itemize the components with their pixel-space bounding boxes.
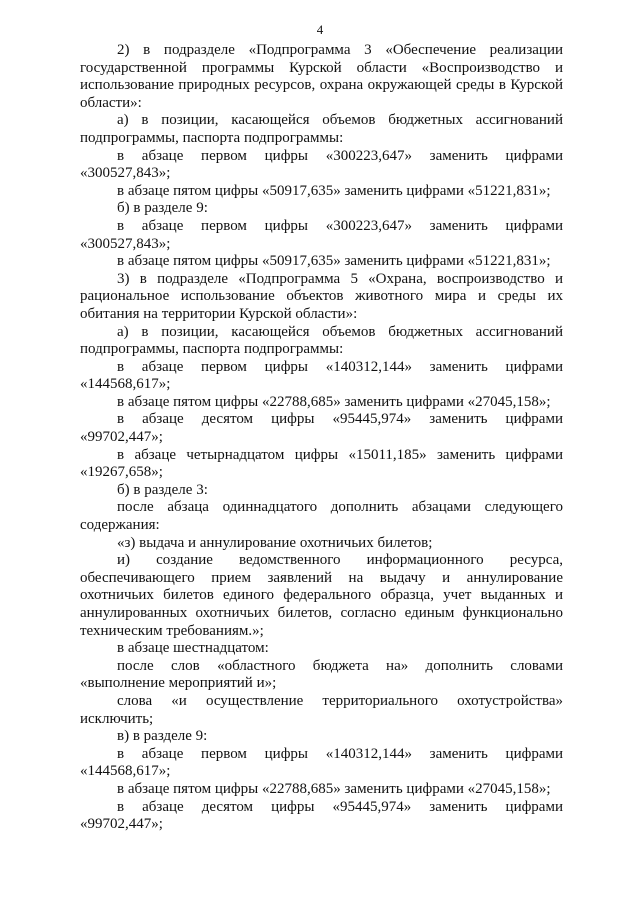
paragraph-quoted-i: и) создание ведомственного информационного ресурса, обеспечивающего прием заявлений на выдачу и аннулирование охотничьих билетов единого федерального образца, учет выданных и аннулированных охотничьих билетов, согласно единым функционально техническим требованиям.»; (80, 552, 563, 639)
paragraph-amendment: в абзаце первом цифры «140312,144» заменить цифрами «144568,617»; (80, 358, 563, 393)
paragraph-quoted-z: «з) выдача и аннулирование охотничьих билетов; (117, 534, 433, 551)
document-body (80, 42, 563, 834)
paragraph-item-v-section-9: в) в разделе 9: (117, 728, 208, 745)
paragraph-amendment: в абзаце первом цифры «300223,647» заменить цифрами «300527,843»; (80, 217, 563, 252)
paragraph-item-b-section-9: б) в разделе 9: (117, 200, 208, 217)
paragraph-sixteenth-abzac: в абзаце шестнадцатом: (117, 640, 269, 657)
paragraph-addition: после абзаца одиннадцатого дополнить абзацами следующего содержания: (80, 499, 563, 534)
paragraph-subsection-3: 2) в подразделе «Подпрограмма 3 «Обеспечение реализации государственной программы Курской области «Воспроизводство и использование природных ресурсов, охрана окружающей среды в Курской области»: (80, 42, 563, 111)
page-number: 4 (316, 22, 324, 37)
paragraph-addition: после слов «областного бюджета на» дополнить словами «выполнение мероприятий и»; (80, 657, 563, 692)
paragraph-item-b-section-3: б) в разделе 3: (117, 481, 208, 498)
paragraph-amendment: в абзаце четырнадцатом цифры «15011,185» заменить цифрами «19267,658»; (80, 446, 563, 481)
paragraph-amendment: в абзаце пятом цифры «22788,685» заменить цифрами «27045,158»; (117, 393, 551, 410)
paragraph-amendment: в абзаце пятом цифры «50917,635» заменить цифрами «51221,831»; (117, 253, 551, 270)
paragraph-amendment: в абзаце первом цифры «140312,144» заменить цифрами «144568,617»; (80, 745, 563, 780)
paragraph-exclusion: слова «и осуществление территориального охотустройства» исключить; (80, 692, 563, 727)
paragraph-subsection-5: 3) в подразделе «Подпрограмма 5 «Охрана, воспроизводство и рациональное использование объектов животного мира и среды их обитания на территории Курской области»: (80, 270, 563, 322)
paragraph-item-a-passport: а) в позиции, касающейся объемов бюджетных ассигнований подпрограммы, паспорта подпрограммы: (80, 323, 563, 358)
paragraph-amendment: в абзаце десятом цифры «95445,974» заменить цифрами «99702,447»; (80, 411, 563, 446)
paragraph-amendment: в абзаце пятом цифры «22788,685» заменить цифрами «27045,158»; (117, 780, 551, 797)
paragraph-amendment: в абзаце десятом цифры «95445,974» заменить цифрами «99702,447»; (80, 798, 563, 833)
paragraph-amendment: в абзаце первом цифры «300223,647» заменить цифрами «300527,843»; (80, 147, 563, 182)
paragraph-item-a-passport: а) в позиции, касающейся объемов бюджетных ассигнований подпрограммы, паспорта подпрограммы: (80, 112, 563, 146)
paragraph-amendment: в абзаце пятом цифры «50917,635» заменить цифрами «51221,831»; (117, 182, 551, 199)
